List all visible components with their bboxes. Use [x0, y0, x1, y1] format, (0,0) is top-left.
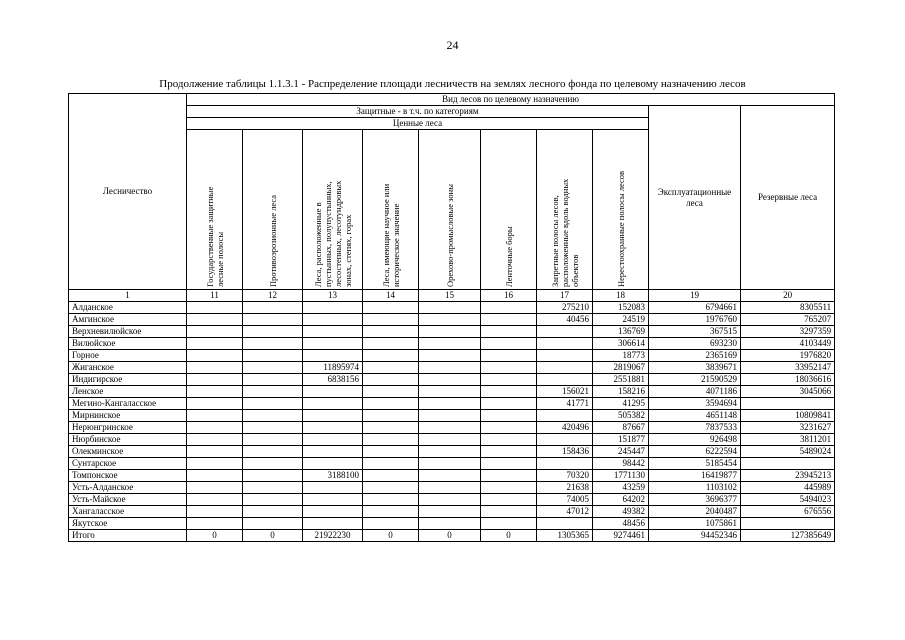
table-row — [69, 362, 835, 374]
column-header-12 — [243, 130, 303, 290]
table-cell — [187, 338, 243, 350]
table-row — [69, 350, 835, 362]
table-cell — [243, 338, 303, 350]
table-cell — [419, 410, 481, 422]
row-name: Горное — [69, 350, 187, 362]
page-number: 24 — [446, 38, 459, 52]
column-header-label: Леса, имеющие научное или историческое значение — [380, 183, 401, 287]
column-number: 19 — [649, 290, 741, 302]
column-number: 11 — [187, 290, 243, 302]
table-cell — [363, 482, 419, 494]
table-cell — [741, 458, 835, 470]
table-cell — [363, 374, 419, 386]
table-row — [69, 338, 835, 350]
table-row — [69, 422, 835, 434]
table-cell: 41771 — [537, 398, 593, 410]
table-row — [69, 506, 835, 518]
table-cell: 21922230 — [303, 530, 363, 542]
table-cell — [419, 302, 481, 314]
table-cell — [363, 338, 419, 350]
table-cell: 49382 — [593, 506, 649, 518]
table-cell: 6222594 — [649, 446, 741, 458]
table-cell — [481, 446, 537, 458]
table-cell — [187, 314, 243, 326]
table-row — [69, 470, 835, 482]
table-cell — [419, 518, 481, 530]
table-cell: 74005 — [537, 494, 593, 506]
table-cell — [481, 410, 537, 422]
table-cell — [481, 506, 537, 518]
table-cell — [243, 326, 303, 338]
table-cell — [243, 470, 303, 482]
table-cell: 3811201 — [741, 434, 835, 446]
table-cell — [243, 434, 303, 446]
table-cell — [419, 494, 481, 506]
lesnichestvo-header: Лесничество — [69, 94, 187, 290]
column-number: 14 — [363, 290, 419, 302]
column-number: 18 — [593, 290, 649, 302]
table-cell: 445989 — [741, 482, 835, 494]
table-cell — [363, 314, 419, 326]
table-cell — [481, 398, 537, 410]
column-number: 1 — [69, 290, 187, 302]
table-cell — [537, 362, 593, 374]
table-cell: 24519 — [593, 314, 649, 326]
table-cell — [363, 494, 419, 506]
table-cell: 158216 — [593, 386, 649, 398]
table-cell — [187, 494, 243, 506]
column-header-15 — [419, 130, 481, 290]
table-cell — [481, 458, 537, 470]
table-cell: 16419877 — [649, 470, 741, 482]
table-cell: 2819067 — [593, 362, 649, 374]
table-cell — [187, 410, 243, 422]
table-cell — [363, 506, 419, 518]
table-cell — [419, 422, 481, 434]
table-cell — [187, 518, 243, 530]
table-cell — [363, 458, 419, 470]
table-cell: 87667 — [593, 422, 649, 434]
table-cell: 0 — [243, 530, 303, 542]
table-cell: 0 — [363, 530, 419, 542]
table-cell: 2040487 — [649, 506, 741, 518]
table-cell — [243, 518, 303, 530]
column-header-14 — [363, 130, 419, 290]
table-cell — [363, 326, 419, 338]
table-cell: 3045066 — [741, 386, 835, 398]
zashchitnye-header: Защитные - в т.ч. по категориям — [187, 106, 649, 118]
table-row — [69, 482, 835, 494]
table-cell — [303, 518, 363, 530]
table-cell — [741, 518, 835, 530]
table-cell — [303, 350, 363, 362]
table-cell: 23945213 — [741, 470, 835, 482]
table-cell — [481, 338, 537, 350]
column-number: 20 — [741, 290, 835, 302]
table-cell — [481, 314, 537, 326]
table-cell — [303, 446, 363, 458]
rezervnye-header: Резервные леса — [741, 106, 835, 290]
table-cell: 1976820 — [741, 350, 835, 362]
table-cell: 505382 — [593, 410, 649, 422]
column-header-label: Орехово-промысловые зоны — [444, 184, 455, 287]
table-cell — [243, 398, 303, 410]
table-cell: 47012 — [537, 506, 593, 518]
ekspluatatsionnye-header: Эксплуатационные леса — [649, 106, 741, 290]
table-cell — [363, 386, 419, 398]
table-cell — [243, 314, 303, 326]
table-cell: 1075861 — [649, 518, 741, 530]
table-cell — [243, 446, 303, 458]
table-cell: 2551881 — [593, 374, 649, 386]
column-header-label: Государственные защитные лесные полосы — [204, 186, 225, 287]
table-cell — [243, 410, 303, 422]
column-header-17 — [537, 130, 593, 290]
table-cell — [419, 374, 481, 386]
table-cell — [481, 422, 537, 434]
table-cell: 11895974 — [303, 362, 363, 374]
table-cell — [419, 434, 481, 446]
column-number: 16 — [481, 290, 537, 302]
column-number: 12 — [243, 290, 303, 302]
table-cell — [481, 374, 537, 386]
table-cell: 40456 — [537, 314, 593, 326]
table-cell: 1771130 — [593, 470, 649, 482]
table-cell: 420496 — [537, 422, 593, 434]
column-header-16 — [481, 130, 537, 290]
table-cell — [243, 458, 303, 470]
column-number: 17 — [537, 290, 593, 302]
table-cell — [481, 386, 537, 398]
table-row — [69, 446, 835, 458]
table-cell — [187, 374, 243, 386]
table-cell — [419, 398, 481, 410]
table-cell — [537, 458, 593, 470]
row-name: Мирнинское — [69, 410, 187, 422]
table-cell — [537, 326, 593, 338]
table-cell: 48456 — [593, 518, 649, 530]
table-row — [69, 458, 835, 470]
row-name: Олекминское — [69, 446, 187, 458]
table-cell — [303, 338, 363, 350]
table-cell: 21638 — [537, 482, 593, 494]
table-cell — [187, 386, 243, 398]
table-cell — [419, 350, 481, 362]
table-cell: 5185454 — [649, 458, 741, 470]
column-header-label: Ленточные боры — [503, 226, 514, 287]
table-cell — [303, 386, 363, 398]
table-cell: 3297359 — [741, 326, 835, 338]
row-name: Ленское — [69, 386, 187, 398]
row-name: Нерюнгринское — [69, 422, 187, 434]
table-cell — [537, 410, 593, 422]
table-row — [69, 302, 835, 314]
table-cell — [187, 398, 243, 410]
table-cell — [363, 410, 419, 422]
table-cell: 4651148 — [649, 410, 741, 422]
table-cell — [243, 422, 303, 434]
table-cell — [363, 362, 419, 374]
table-cell: 9274461 — [593, 530, 649, 542]
table-cell — [303, 326, 363, 338]
table-caption: Продолжение таблицы 1.1.3.1 - Распределение площади лесничеств на землях лесного фонда по целевому назначению лесов — [159, 78, 746, 90]
table-cell — [187, 470, 243, 482]
table-cell — [243, 506, 303, 518]
table-row — [69, 326, 835, 338]
row-name: Амгинское — [69, 314, 187, 326]
table-cell — [419, 446, 481, 458]
table-cell — [187, 422, 243, 434]
table-cell: 0 — [187, 530, 243, 542]
row-name: Усть-Алданское — [69, 482, 187, 494]
table-cell: 10809841 — [741, 410, 835, 422]
table-cell: 2365169 — [649, 350, 741, 362]
row-name: Усть-Майское — [69, 494, 187, 506]
table-cell: 367515 — [649, 326, 741, 338]
column-number: 15 — [419, 290, 481, 302]
column-header-label: Нерестоохранные полосы лесов — [615, 170, 626, 287]
table-cell: 94452346 — [649, 530, 741, 542]
column-header-label: Запретные полосы лесов, расположенные вдоль водных объектов — [549, 178, 580, 287]
table-cell — [303, 494, 363, 506]
table-cell — [363, 518, 419, 530]
table-cell — [187, 482, 243, 494]
table-cell — [481, 482, 537, 494]
table-cell — [243, 350, 303, 362]
table-row — [69, 434, 835, 446]
table-cell: 926498 — [649, 434, 741, 446]
table-cell: 4071186 — [649, 386, 741, 398]
table-cell: 136769 — [593, 326, 649, 338]
table-cell: 7837533 — [649, 422, 741, 434]
row-name: Итого — [69, 530, 187, 542]
table-cell — [481, 518, 537, 530]
table-cell — [187, 458, 243, 470]
table-cell: 156021 — [537, 386, 593, 398]
table-cell — [419, 338, 481, 350]
table-cell — [187, 434, 243, 446]
table-cell — [243, 302, 303, 314]
table-cell — [481, 302, 537, 314]
table-cell — [537, 374, 593, 386]
row-name: Хангаласское — [69, 506, 187, 518]
table-cell: 676556 — [741, 506, 835, 518]
table-cell: 765207 — [741, 314, 835, 326]
table-cell — [481, 362, 537, 374]
table-cell — [187, 326, 243, 338]
row-name: Алданское — [69, 302, 187, 314]
table-cell — [419, 362, 481, 374]
table-cell — [537, 518, 593, 530]
column-header-label: Леса, расположенные в пустынных, полупустынных, лесостепных, лесотундровых зонах, степях, горах — [312, 180, 353, 287]
table-cell: 0 — [419, 530, 481, 542]
table-cell — [419, 470, 481, 482]
table-cell — [363, 470, 419, 482]
table-cell — [303, 482, 363, 494]
table-cell: 3696377 — [649, 494, 741, 506]
table-cell: 4103449 — [741, 338, 835, 350]
row-name: Индигирское — [69, 374, 187, 386]
row-name: Нюрбинское — [69, 434, 187, 446]
table-cell — [187, 362, 243, 374]
table-cell — [187, 446, 243, 458]
table-cell — [481, 494, 537, 506]
vid-lesov-header: Вид лесов по целевому назначению — [187, 94, 835, 106]
column-header-label: Противоэрозионные леса — [267, 195, 278, 287]
table-cell — [243, 494, 303, 506]
column-header-18 — [593, 130, 649, 290]
table-cell: 18773 — [593, 350, 649, 362]
table-cell — [741, 398, 835, 410]
table-row — [69, 530, 835, 542]
column-header-13 — [303, 130, 363, 290]
table-cell: 0 — [481, 530, 537, 542]
table-cell — [419, 482, 481, 494]
table-row — [69, 410, 835, 422]
table-cell: 41295 — [593, 398, 649, 410]
table-cell — [481, 326, 537, 338]
table-cell: 152083 — [593, 302, 649, 314]
table-cell: 151877 — [593, 434, 649, 446]
table-cell — [419, 506, 481, 518]
table-cell — [303, 314, 363, 326]
table-cell — [363, 302, 419, 314]
table-cell: 33952147 — [741, 362, 835, 374]
table-cell — [243, 386, 303, 398]
table-cell — [303, 506, 363, 518]
column-number: 13 — [303, 290, 363, 302]
table-cell: 1103102 — [649, 482, 741, 494]
table-cell — [243, 374, 303, 386]
table-cell: 6794661 — [649, 302, 741, 314]
row-name: Жиганское — [69, 362, 187, 374]
row-name: Мегино-Кангаласское — [69, 398, 187, 410]
table-row — [69, 494, 835, 506]
table-cell: 275210 — [537, 302, 593, 314]
table-row — [69, 398, 835, 410]
table-cell — [537, 434, 593, 446]
table-cell: 70320 — [537, 470, 593, 482]
table-cell: 18036616 — [741, 374, 835, 386]
table-cell — [419, 314, 481, 326]
table-cell: 98442 — [593, 458, 649, 470]
table-row — [69, 518, 835, 530]
table-cell — [303, 434, 363, 446]
row-name: Томпонское — [69, 470, 187, 482]
table-row — [69, 374, 835, 386]
table-cell — [481, 350, 537, 362]
table-cell: 3839671 — [649, 362, 741, 374]
tsennye-header: Ценные леса — [187, 118, 649, 130]
table-cell — [303, 302, 363, 314]
table-cell: 64202 — [593, 494, 649, 506]
table-cell — [481, 434, 537, 446]
table-cell: 693230 — [649, 338, 741, 350]
table-cell: 127385649 — [741, 530, 835, 542]
table-cell: 1976760 — [649, 314, 741, 326]
row-name: Сунтарское — [69, 458, 187, 470]
table-cell — [243, 482, 303, 494]
table-cell — [537, 350, 593, 362]
row-name: Вилюйское — [69, 338, 187, 350]
table-cell — [243, 362, 303, 374]
table-cell: 43259 — [593, 482, 649, 494]
table-cell — [303, 398, 363, 410]
forest-area-table — [68, 93, 835, 542]
table-cell: 3594694 — [649, 398, 741, 410]
table-cell: 306614 — [593, 338, 649, 350]
table-cell: 158436 — [537, 446, 593, 458]
table-cell — [363, 398, 419, 410]
table-cell — [303, 410, 363, 422]
column-header-11 — [187, 130, 243, 290]
table-cell — [187, 350, 243, 362]
table-cell: 245447 — [593, 446, 649, 458]
table-cell — [303, 422, 363, 434]
table-cell — [363, 350, 419, 362]
row-name: Верхневилюйское — [69, 326, 187, 338]
table-row — [69, 386, 835, 398]
table-cell: 21590529 — [649, 374, 741, 386]
table-cell — [481, 470, 537, 482]
table-cell — [537, 338, 593, 350]
table-cell: 8305511 — [741, 302, 835, 314]
table-cell — [363, 446, 419, 458]
table-cell: 6838156 — [303, 374, 363, 386]
table-cell — [363, 422, 419, 434]
table-row — [69, 314, 835, 326]
table-cell — [187, 506, 243, 518]
table-cell — [187, 302, 243, 314]
table-cell — [419, 386, 481, 398]
table-cell: 5494023 — [741, 494, 835, 506]
table-cell: 3188100 — [303, 470, 363, 482]
table-cell: 3231627 — [741, 422, 835, 434]
table-cell — [303, 458, 363, 470]
table-cell — [419, 326, 481, 338]
table-cell — [363, 434, 419, 446]
row-name: Якутское — [69, 518, 187, 530]
table-cell — [419, 458, 481, 470]
table-cell: 1305365 — [537, 530, 593, 542]
table-cell: 5489024 — [741, 446, 835, 458]
